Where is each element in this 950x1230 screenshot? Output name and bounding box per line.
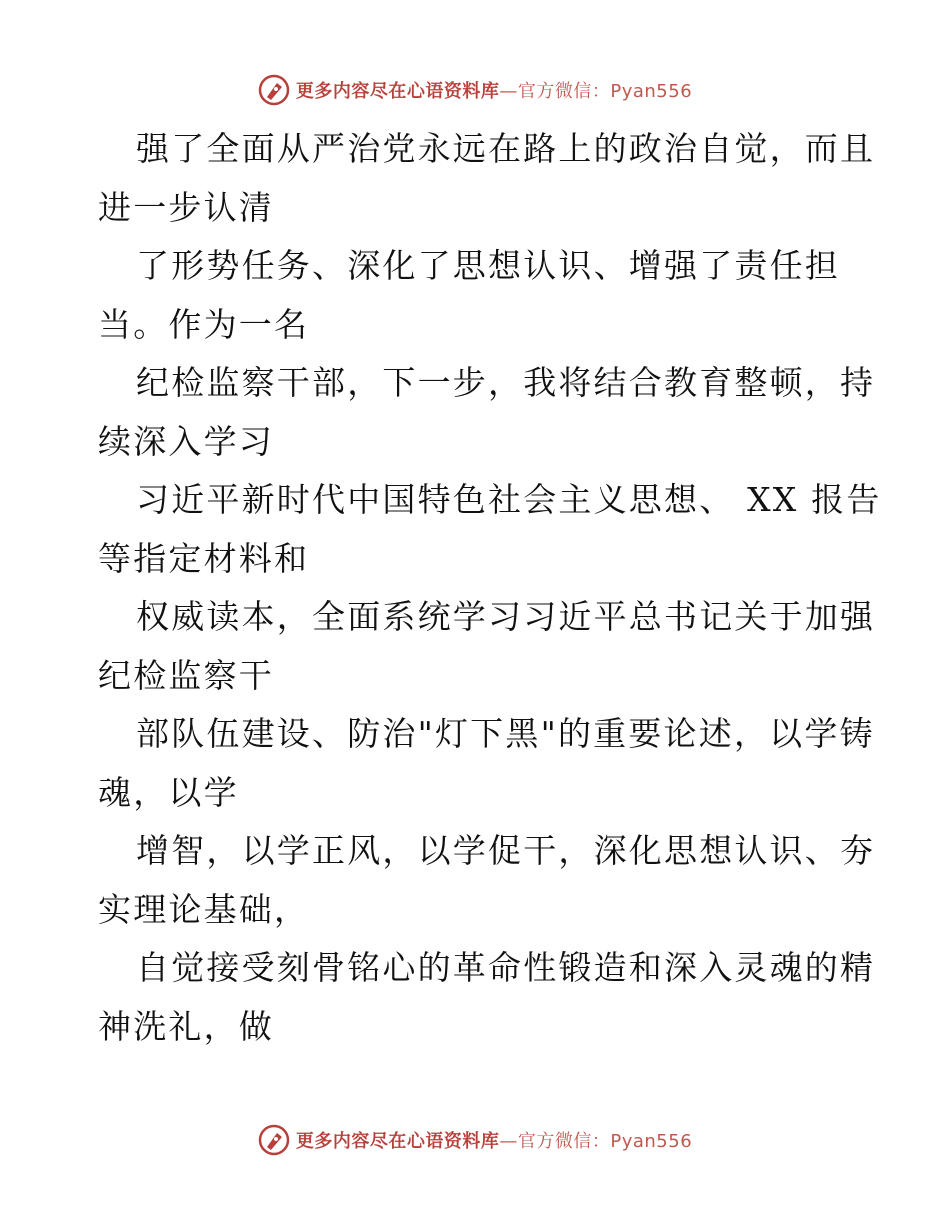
body-line: 当。作为一名 — [98, 304, 310, 344]
body-line: 纪检监察干部，下一步，我将结合教育整顿，持 — [136, 363, 876, 402]
body-line: 进一步认清 — [98, 187, 274, 227]
header-banner — [0, 72, 950, 108]
body-line: 神洗礼，做 — [98, 1006, 274, 1046]
header-suffix: 官方微信：Pyan556 — [517, 81, 693, 102]
footer-brand: 更多内容尽在心语资料库 — [295, 1131, 500, 1152]
body-line: 部队伍建设、防治"灯下黑"的重要论述，以学铸 — [136, 714, 875, 753]
header-brand: 更多内容尽在心语资料库 — [295, 81, 500, 102]
footer-suffix: 官方微信：Pyan556 — [517, 1131, 693, 1152]
body-line: 习近平新时代中国特色社会主义思想、 XX 报告 — [136, 480, 882, 519]
footer-separator: — — [499, 1131, 518, 1152]
body-line: 权威读本，全面系统学习习近平总书记关于加强 — [136, 597, 876, 636]
body-line: 增智，以学正风，以学促干，深化思想认识、夯 — [136, 831, 876, 870]
footer-brand-text — [296, 1127, 692, 1153]
body-line: 强了全面从严治党永远在路上的政治自觉，而且 — [136, 129, 876, 168]
body-line: 实理论基础， — [98, 889, 310, 929]
body-line: 等指定材料和 — [98, 538, 310, 578]
body-line: 续深入学习 — [98, 421, 274, 461]
body-line: 了形势任务、深化了思想认识、增强了责任担 — [136, 246, 840, 285]
document-body — [98, 120, 882, 1056]
footer-banner — [0, 1122, 950, 1158]
pen-nib-logo-icon — [258, 74, 290, 106]
header-brand-text — [296, 77, 692, 103]
body-line: 魂，以学 — [98, 772, 239, 812]
body-line: 自觉接受刻骨铭心的革命性锻造和深入灵魂的精 — [136, 948, 876, 987]
body-line: 纪检监察干 — [98, 655, 274, 695]
pen-nib-logo-icon — [258, 1124, 290, 1156]
header-separator: — — [499, 81, 518, 102]
